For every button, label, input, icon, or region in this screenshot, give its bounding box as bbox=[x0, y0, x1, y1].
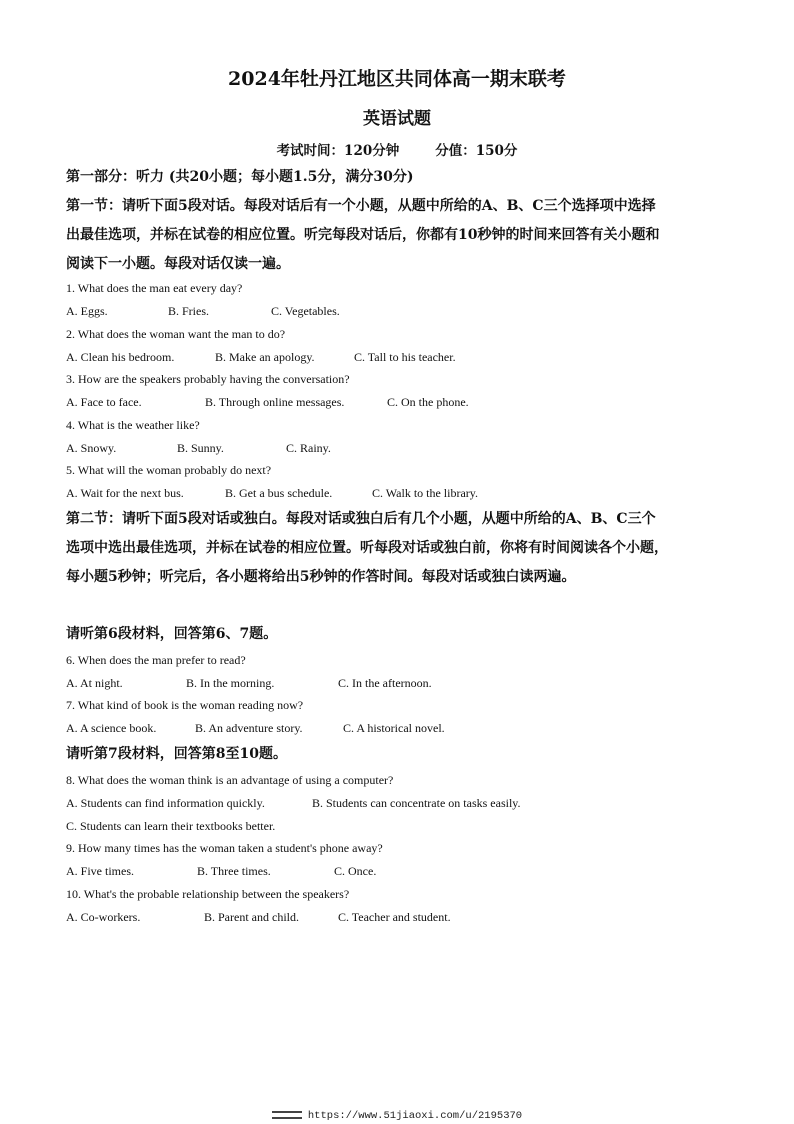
option-a: A. At night. bbox=[66, 676, 123, 690]
option-b: B. Make an apology. bbox=[215, 350, 315, 364]
score-label: 分值：150分 bbox=[435, 143, 518, 159]
question-4: 4. What is the weather like? bbox=[66, 418, 200, 432]
option-c: C. Once. bbox=[334, 864, 377, 878]
option-c: C. A historical novel. bbox=[343, 721, 445, 735]
option-b: B. Parent and child. bbox=[204, 910, 299, 924]
question-3: 3. How are the speakers probably having the conversation? bbox=[66, 372, 350, 386]
question-10: 10. What's the probable relationship between the speakers? bbox=[66, 887, 350, 901]
material-7-label: 请听第7段材料，回答第8至10题。 bbox=[66, 746, 287, 762]
option-c: C. Students can learn their textbooks better. bbox=[66, 819, 276, 833]
subject-title: 英语试题 bbox=[363, 109, 431, 129]
option-b: B. Through online messages. bbox=[205, 395, 345, 409]
option-b: B. Three times. bbox=[197, 864, 271, 878]
footer-url: https://www.51jiaoxi.com/u/2195370 bbox=[307, 1110, 523, 1122]
footer-watermark bbox=[0, 1110, 794, 1122]
option-a: A. Clean his bedroom. bbox=[66, 350, 175, 364]
option-a: A. Students can find information quickly. bbox=[66, 796, 265, 810]
option-b: B. An adventure story. bbox=[195, 721, 303, 735]
option-a: A. Face to face. bbox=[66, 395, 142, 409]
question-1: 1. What does the man eat every day? bbox=[66, 281, 243, 295]
option-c: C. Teacher and student. bbox=[338, 910, 451, 924]
part1-heading: 第一部分：听力 (共20小题；每小题1.5分，满分30分) bbox=[66, 169, 414, 185]
option-c: C. Walk to the library. bbox=[372, 486, 479, 500]
question-2: 2. What does the woman want the man to do? bbox=[66, 327, 286, 341]
option-b: B. Get a bus schedule. bbox=[225, 486, 333, 500]
option-c: C. On the phone. bbox=[387, 395, 469, 409]
option-b: B. Fries. bbox=[168, 304, 210, 318]
option-c: C. Tall to his teacher. bbox=[354, 350, 456, 364]
option-c: C. Rainy. bbox=[286, 441, 331, 455]
option-a: A. Five times. bbox=[66, 864, 134, 878]
question-5: 5. What will the woman probably do next? bbox=[66, 463, 272, 477]
option-a: A. Co-workers. bbox=[66, 910, 141, 924]
option-c: C. Vegetables. bbox=[271, 304, 340, 318]
time-label: 考试时间：120分钟 bbox=[276, 143, 400, 159]
question-7: 7. What kind of book is the woman reading now? bbox=[66, 698, 304, 712]
section2-intro: 第二节：请听下面5段对话或独白。每段对话或独白后有几个小题，从题中所给的A、B、C三个选项中选出最佳选项，并标在试卷的相应位置。听每段对话或独白前，你将有时间阅读各个小题，每小题5秒钟；听完后，各小题将给出5秒钟的作答时间。每段对话或独白读两遍。 bbox=[66, 511, 668, 585]
question-6: 6. When does the man prefer to read? bbox=[66, 653, 246, 667]
option-a: A. Eggs. bbox=[66, 304, 108, 318]
section1-intro: 第一节：请听下面5段对话。每段对话后有一个小题，从题中所给的A、B、C三个选择项中选择出最佳选项，并标在试卷的相应位置。听完每段对话后，你都有10秒钟的时间来回答有关小题和阅读下一小题。每段对话仅读一遍。 bbox=[66, 198, 660, 272]
option-b: B. Sunny. bbox=[177, 441, 224, 455]
option-a: A. Wait for the next bus. bbox=[66, 486, 184, 500]
question-8: 8. What does the woman think is an advantage of using a computer? bbox=[66, 773, 394, 787]
option-a: A. A science book. bbox=[66, 721, 157, 735]
question-9: 9. How many times has the woman taken a student's phone away? bbox=[66, 841, 383, 855]
option-a: A. Snowy. bbox=[66, 441, 117, 455]
watermark-mark bbox=[272, 1111, 302, 1119]
option-b: B. Students can concentrate on tasks easily. bbox=[312, 796, 521, 810]
option-b: B. In the morning. bbox=[186, 676, 275, 690]
exam-meta bbox=[0, 139, 794, 159]
material-6-label: 请听第6段材料，回答第6、7题。 bbox=[66, 626, 278, 642]
exam-title: 2024年牡丹江地区共同体高一期末联考 bbox=[228, 68, 566, 90]
option-c: C. In the afternoon. bbox=[338, 676, 432, 690]
